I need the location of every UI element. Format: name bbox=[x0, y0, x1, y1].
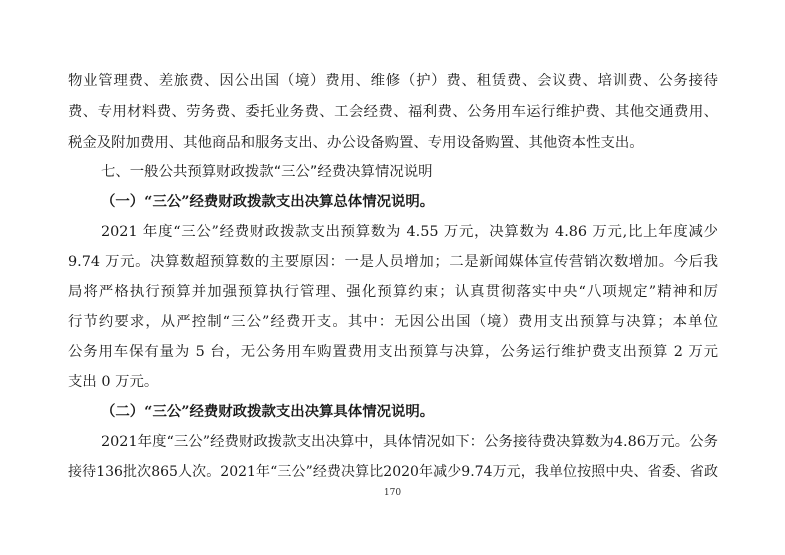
body-text-line-8: 局将严格执行预算并加强预算执行管理、强化预算约束；认真贯彻落实中央“八项规定”精神和厉 bbox=[68, 284, 718, 300]
body-text-line-7: 9.74 万元。决算数超预算数的主要原因：一是人员增加；二是新闻媒体宣传营销次数增加。今后我 bbox=[68, 254, 718, 270]
body-text-line-1: 物业管理费、差旅费、因公出国（境）费用、维修（护）费、租赁费、会议费、培训费、公务接待 bbox=[68, 73, 718, 89]
subsection-heading-1: （一）“三公”经费财政拨款支出决算总体情况说明。 bbox=[101, 193, 435, 210]
body-text-line-13: 2021年度“三公”经费财政拨款支出决算中，具体情况如下：公务接待费决算数为4.86万元。公务 bbox=[101, 434, 718, 450]
subsection-heading-2: （二）“三公”经费财政拨款支出决算具体情况说明。 bbox=[101, 403, 435, 420]
body-text-line-6: 2021 年度“三公”经费财政拨款支出预算数为 4.55 万元，决算数为 4.86 万元,比上年度减少 bbox=[101, 224, 718, 240]
body-text-line-3: 税金及附加费用、其他商品和服务支出、办公设备购置、专用设备购置、其他资本性支出。 bbox=[68, 135, 644, 151]
section-heading-7: 七、一般公共预算财政拨款“三公”经费决算情况说明 bbox=[101, 164, 433, 180]
body-text-line-11: 支出 0 万元。 bbox=[68, 374, 159, 390]
body-text-line-10: 公务用车保有量为 5 台，无公务用车购置费用支出预算与决算，公务运行维护费支出预算 2 万元 bbox=[68, 344, 718, 360]
body-text-line-14: 接待136批次865人次。2021年“三公”经费决算比2020年减少9.74万元，我单位按照中央、省委、省政 bbox=[68, 464, 718, 480]
body-text-line-2: 费、专用材料费、劳务费、委托业务费、工会经费、福利费、公务用车运行维护费、其他交通费用、 bbox=[68, 104, 718, 120]
page-number: 170 bbox=[383, 488, 402, 498]
body-text-line-9: 行节约要求，从严控制“三公”经费开支。其中：无因公出国（境）费用支出预算与决算；本单位 bbox=[68, 314, 718, 330]
